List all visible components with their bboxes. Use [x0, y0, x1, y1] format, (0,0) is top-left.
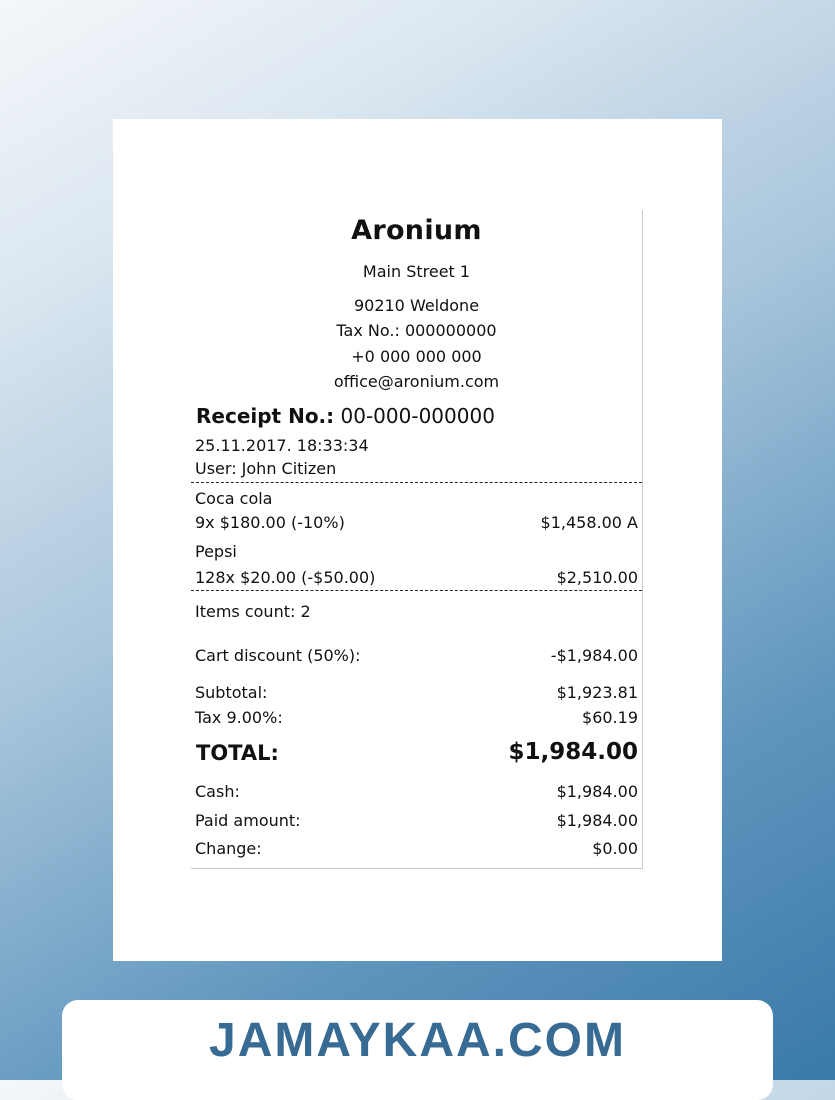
paid-amount-label: Paid amount:: [195, 811, 301, 830]
divider-bottom: [191, 590, 642, 591]
item-name: Coca cola: [195, 489, 273, 508]
receipt-user: User: John Citizen: [195, 459, 337, 478]
cash-label: Cash:: [195, 782, 240, 801]
item-detail: 9x $180.00 (-10%): [195, 513, 345, 532]
item-name: Pepsi: [195, 542, 237, 561]
email-address: office@aronium.com: [333, 372, 500, 391]
items-count: Items count: 2: [195, 602, 311, 621]
subtotal-value: $1,923.81: [556, 683, 638, 702]
paid-amount-value: $1,984.00: [556, 811, 638, 830]
address-line-1: Main Street 1: [362, 262, 471, 281]
watermark-banner: [62, 1000, 773, 1100]
receipt: [191, 210, 643, 869]
store-name: Aronium: [351, 215, 482, 246]
receipt-number-label: Receipt No.:: [196, 404, 335, 428]
receipt-number-value: 00-000-000000: [340, 404, 495, 428]
item-amount: $1,458.00 A: [540, 513, 638, 532]
receipt-number-line: [196, 404, 495, 428]
item-amount: $2,510.00: [556, 568, 638, 587]
tax-number: Tax No.: 000000000: [336, 321, 497, 340]
cash-value: $1,984.00: [556, 782, 638, 801]
divider-top: [191, 482, 642, 483]
subtotal-label: Subtotal:: [195, 683, 268, 702]
cart-discount-value: -$1,984.00: [550, 646, 638, 665]
cart-discount-label: Cart discount (50%):: [195, 646, 361, 665]
tax-value: $60.19: [582, 708, 638, 727]
total-label: TOTAL:: [196, 741, 279, 765]
total-value: $1,984.00: [508, 739, 638, 765]
change-value: $0.00: [592, 839, 638, 858]
change-label: Change:: [195, 839, 262, 858]
receipt-datetime: 25.11.2017. 18:33:34: [195, 436, 369, 455]
address-line-2: 90210 Weldone: [353, 296, 480, 315]
watermark-text: JAMAYKAA.COM: [209, 1014, 626, 1067]
tax-label: Tax 9.00%:: [195, 708, 283, 727]
phone-number: +0 000 000 000: [351, 347, 482, 366]
item-detail: 128x $20.00 (-$50.00): [195, 568, 376, 587]
